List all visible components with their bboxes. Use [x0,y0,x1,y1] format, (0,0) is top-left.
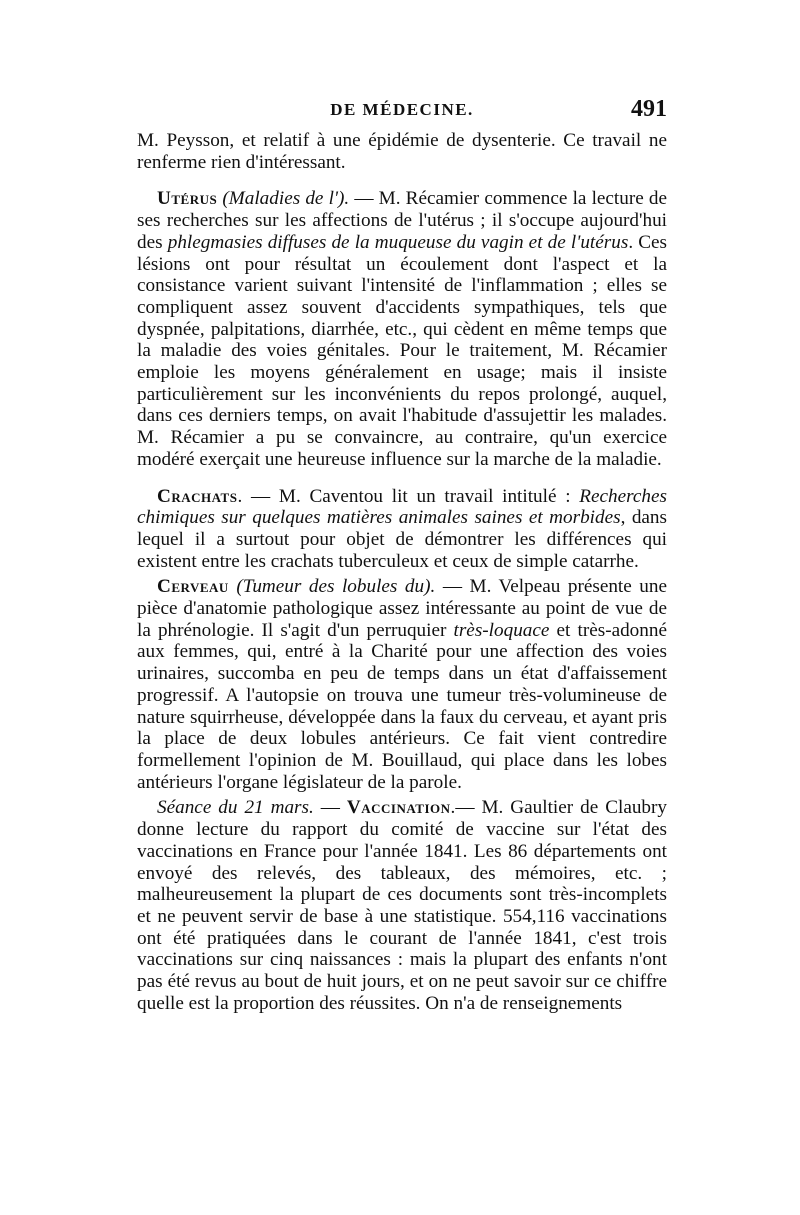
italic-phrase: très-loquace [453,619,550,641]
section-heading-note: (Tumeur des lobules du). [236,576,436,598]
paragraph-crachats [137,486,667,573]
paragraph-peysson [137,130,667,173]
paragraph-text: M. Peysson, et relatif à une épidémie de dysenterie. Ce travail ne renferme rien d'intéressant. [137,130,667,173]
section-heading-uterus: Utérus [157,188,218,210]
section-heading-vaccination: Vaccination [346,797,451,819]
section-heading-cerveau: Cerveau [157,576,229,598]
paragraph-text: . — M. Caventou lit un travail intitulé : [237,485,580,507]
page-body [137,130,667,1014]
running-title: DE MÉDECINE. [330,100,474,119]
paragraph-text: .— M. Gaultier de Claubry donne lecture du rapport du comité de vaccine sur l'état des vaccinations en France pour l'année 1841. Les 86 départements ont envoyé des relevés, des tableaux, des mémoires, etc. ; malheureusement la plupart de ces documents sont très-incomplets et ne peuvent servir de base à une statistique. 554,116 vaccinations ont été pratiquées dans le courant de l'année 1841, c'est trois vaccinations sur cinq naissances : mais la plupart des enfants n'ont pas été revus au bout de huit jours, et on ne peut savoir sur ce chiffre quelle est la proportion des réussites. On n'a de renseignements [137,797,668,1014]
section-heading-note: (Maladies de l'). [222,188,350,210]
paragraph-text: . Ces lésions ont pour résultat un écoulement dont l'aspect et la consistance varient suivant l'intensité de l'inflammation ; elles se compliquent assez souvent d'accidents sympathiques, tels que dyspnée, palpitations, diarrhée, etc., qui cèdent en même temps que la maladie des voies génitales. Pour le traitement, M. Récamier emploie les moyens généralement en usage; mais il insiste particulièrement sur les inconvénients du repos prolongé, auquel, dans ces derniers temps, on avait l'habitude d'assujettir les malades. M. Récamier a pu se convaincre, au contraire, qu'un exercice modéré exerçait une heureuse influence sur la marche de la maladie. [137,231,668,470]
paragraph-text: et très-adonné aux femmes, qui, entré à la Charité pour une affection des voies urinaires, succomba en peu de temps dans un état d'affaissement progressif. A l'autopsie on trouva une tumeur très-volumineuse de nature squirrheuse, développée dans la faux du cerveau, et ayant pris la place de deux lobules antérieurs. Ce fait vient contredire formellement l'opinion de M. Bouillaud, qui place dans les lobes antérieurs l'organe législateur de la parole. [137,619,667,793]
session-date: Séance du 21 mars. [157,797,314,819]
running-head [137,96,667,130]
page-number: 491 [631,96,667,122]
paragraph-text: — M. Velpeau présente une pièce d'anatomie pathologique assez intéressante au point de vue de la phrénologie. Il s'agit d'un perruquier [137,576,668,641]
italic-title: Recherches chimiques sur quelques matières animales saines et morbides [137,485,667,529]
paragraph-text: , dans lequel il a surtout pour objet de démontrer les différences qui existent entre les crachats tuberculeux et ceux de simple catarrhe. [137,507,667,572]
paragraph-uterus [137,188,667,470]
paragraph-vaccination [137,797,667,1014]
section-heading-crachats: Crachats [157,485,238,507]
paragraph-text: — M. Récamier commence la lecture de ses recherches sur les affections de l'utérus ; il s'occupe aujourd'hui des [137,188,668,253]
paragraph-cerveau [137,576,667,793]
italic-phrase: phlegmasies diffuses de la muqueuse du vagin et de l'utérus [167,231,629,253]
dash: — [313,797,347,819]
